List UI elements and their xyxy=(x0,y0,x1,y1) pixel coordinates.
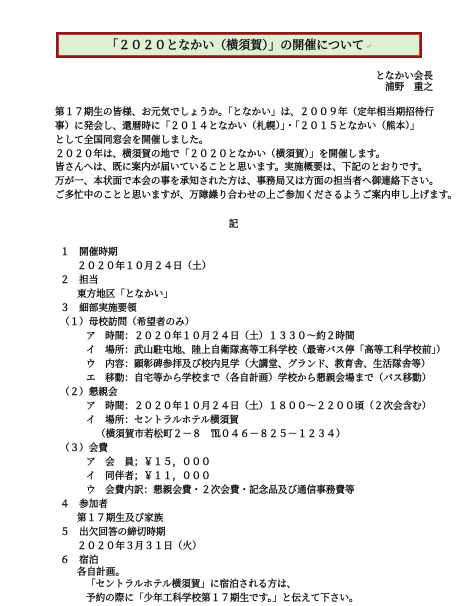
detail-line: ウ 内容：顕彰碑参拝及び校内見学（大講堂、グランド、教育舎、生活隊舎等） xyxy=(86,359,431,370)
section-value: 第１７期生及び家族 xyxy=(77,513,164,524)
section-value: ２０２０年１０月２４日（土） xyxy=(77,261,212,272)
section-value: ２０２０年３月３１日（火） xyxy=(77,541,202,552)
intro-line: 第１７期生の皆様、お元気でしょうか。「となかい」は、２００９年（定年相当期招待行 xyxy=(55,107,434,118)
detail-line: ア 会 員；￥１５，０００ xyxy=(86,457,211,468)
intro-line: 皆さんへは、既に案内が届いていることと思います。実施概要は、下記のとおりです。 xyxy=(55,162,428,173)
detail-line: （横須賀市若松町２－８ ℡０４６－８２５－１２３４） xyxy=(96,429,346,440)
lodging-note: 予約の際に「少年工科学校第１７期生です。」と伝えて下さい。 xyxy=(86,593,359,604)
section-heading: ２ 担当 xyxy=(60,275,99,286)
section-value: 各自計画。 xyxy=(77,567,125,578)
section-value: 東方地区「となかい」 xyxy=(77,289,173,300)
lodging-note: 「セントラルホテル横須賀」に宿泊される方は、 xyxy=(86,579,297,590)
section-heading: ３ 細部実施要領 xyxy=(60,303,137,314)
intro-line: ご多忙中のことと思いますが、万障繰り合わせの上ご参加くださるようご案内申し上げます。 xyxy=(55,190,458,201)
title-box xyxy=(56,32,422,58)
intro-line: 事）に発会し、還暦時に「２０１４となかい（札幌）」・「２０１５となかい（熊本）」 xyxy=(55,121,420,132)
section-heading: ４ 参加者 xyxy=(60,499,108,510)
intro-line: ２０２０年は、横須賀の地で「２０２０となかい（横須賀）」を開催します。 xyxy=(55,149,386,160)
detail-line: イ 場所：武山駐屯地、陸上自衛隊高等工科学校（最寄バス停「高等工科学校前」） xyxy=(86,345,446,356)
intro-line: として全国同窓会を開催しました。 xyxy=(55,135,209,146)
section-heading: ６ 宿泊 xyxy=(60,555,99,566)
subsection-heading: （１）母校訪問（希望者のみ） xyxy=(60,317,195,328)
detail-line: イ 場所：セントラルホテル横須賀 xyxy=(86,415,239,426)
detail-line: イ 同伴者；￥１１，０００ xyxy=(86,471,211,482)
detail-line: ア 時間：２０２０年１０月２４日（土）１３３０～約２時間 xyxy=(86,331,355,342)
intro-line: 万が一、本状面で本会の事を承知された方は、事務局又は方面の担当者へ御連絡下さい。 xyxy=(55,176,439,187)
detail-line: ア 時間：２０２０年１０月２４日（土）１８００～２２００頃（２次会含む） xyxy=(86,401,432,412)
section-heading: ５ 出欠回答の締切時期 xyxy=(60,527,166,538)
detail-line: エ 移動：自宅等から学校まで（各自計画）学校から懇親会場まで（バス移動） xyxy=(86,373,432,384)
section-heading: １ 開催時期 xyxy=(60,247,118,258)
author-role: となかい会長 xyxy=(375,71,433,82)
author-name: 浦野 重之 xyxy=(385,82,433,93)
detail-line: ウ 会費内訳：懇親会費・２次会費・記念品及び通信事務費等 xyxy=(86,485,355,496)
ki-heading: 記 xyxy=(228,219,239,230)
subsection-heading: （３）会費 xyxy=(60,443,108,454)
paragraph-mark-icon: ↵ xyxy=(365,42,372,51)
document-title: 「２０２０となかい（横須賀）」の開催について xyxy=(106,38,365,52)
subsection-heading: （２）懇親会 xyxy=(60,387,118,398)
